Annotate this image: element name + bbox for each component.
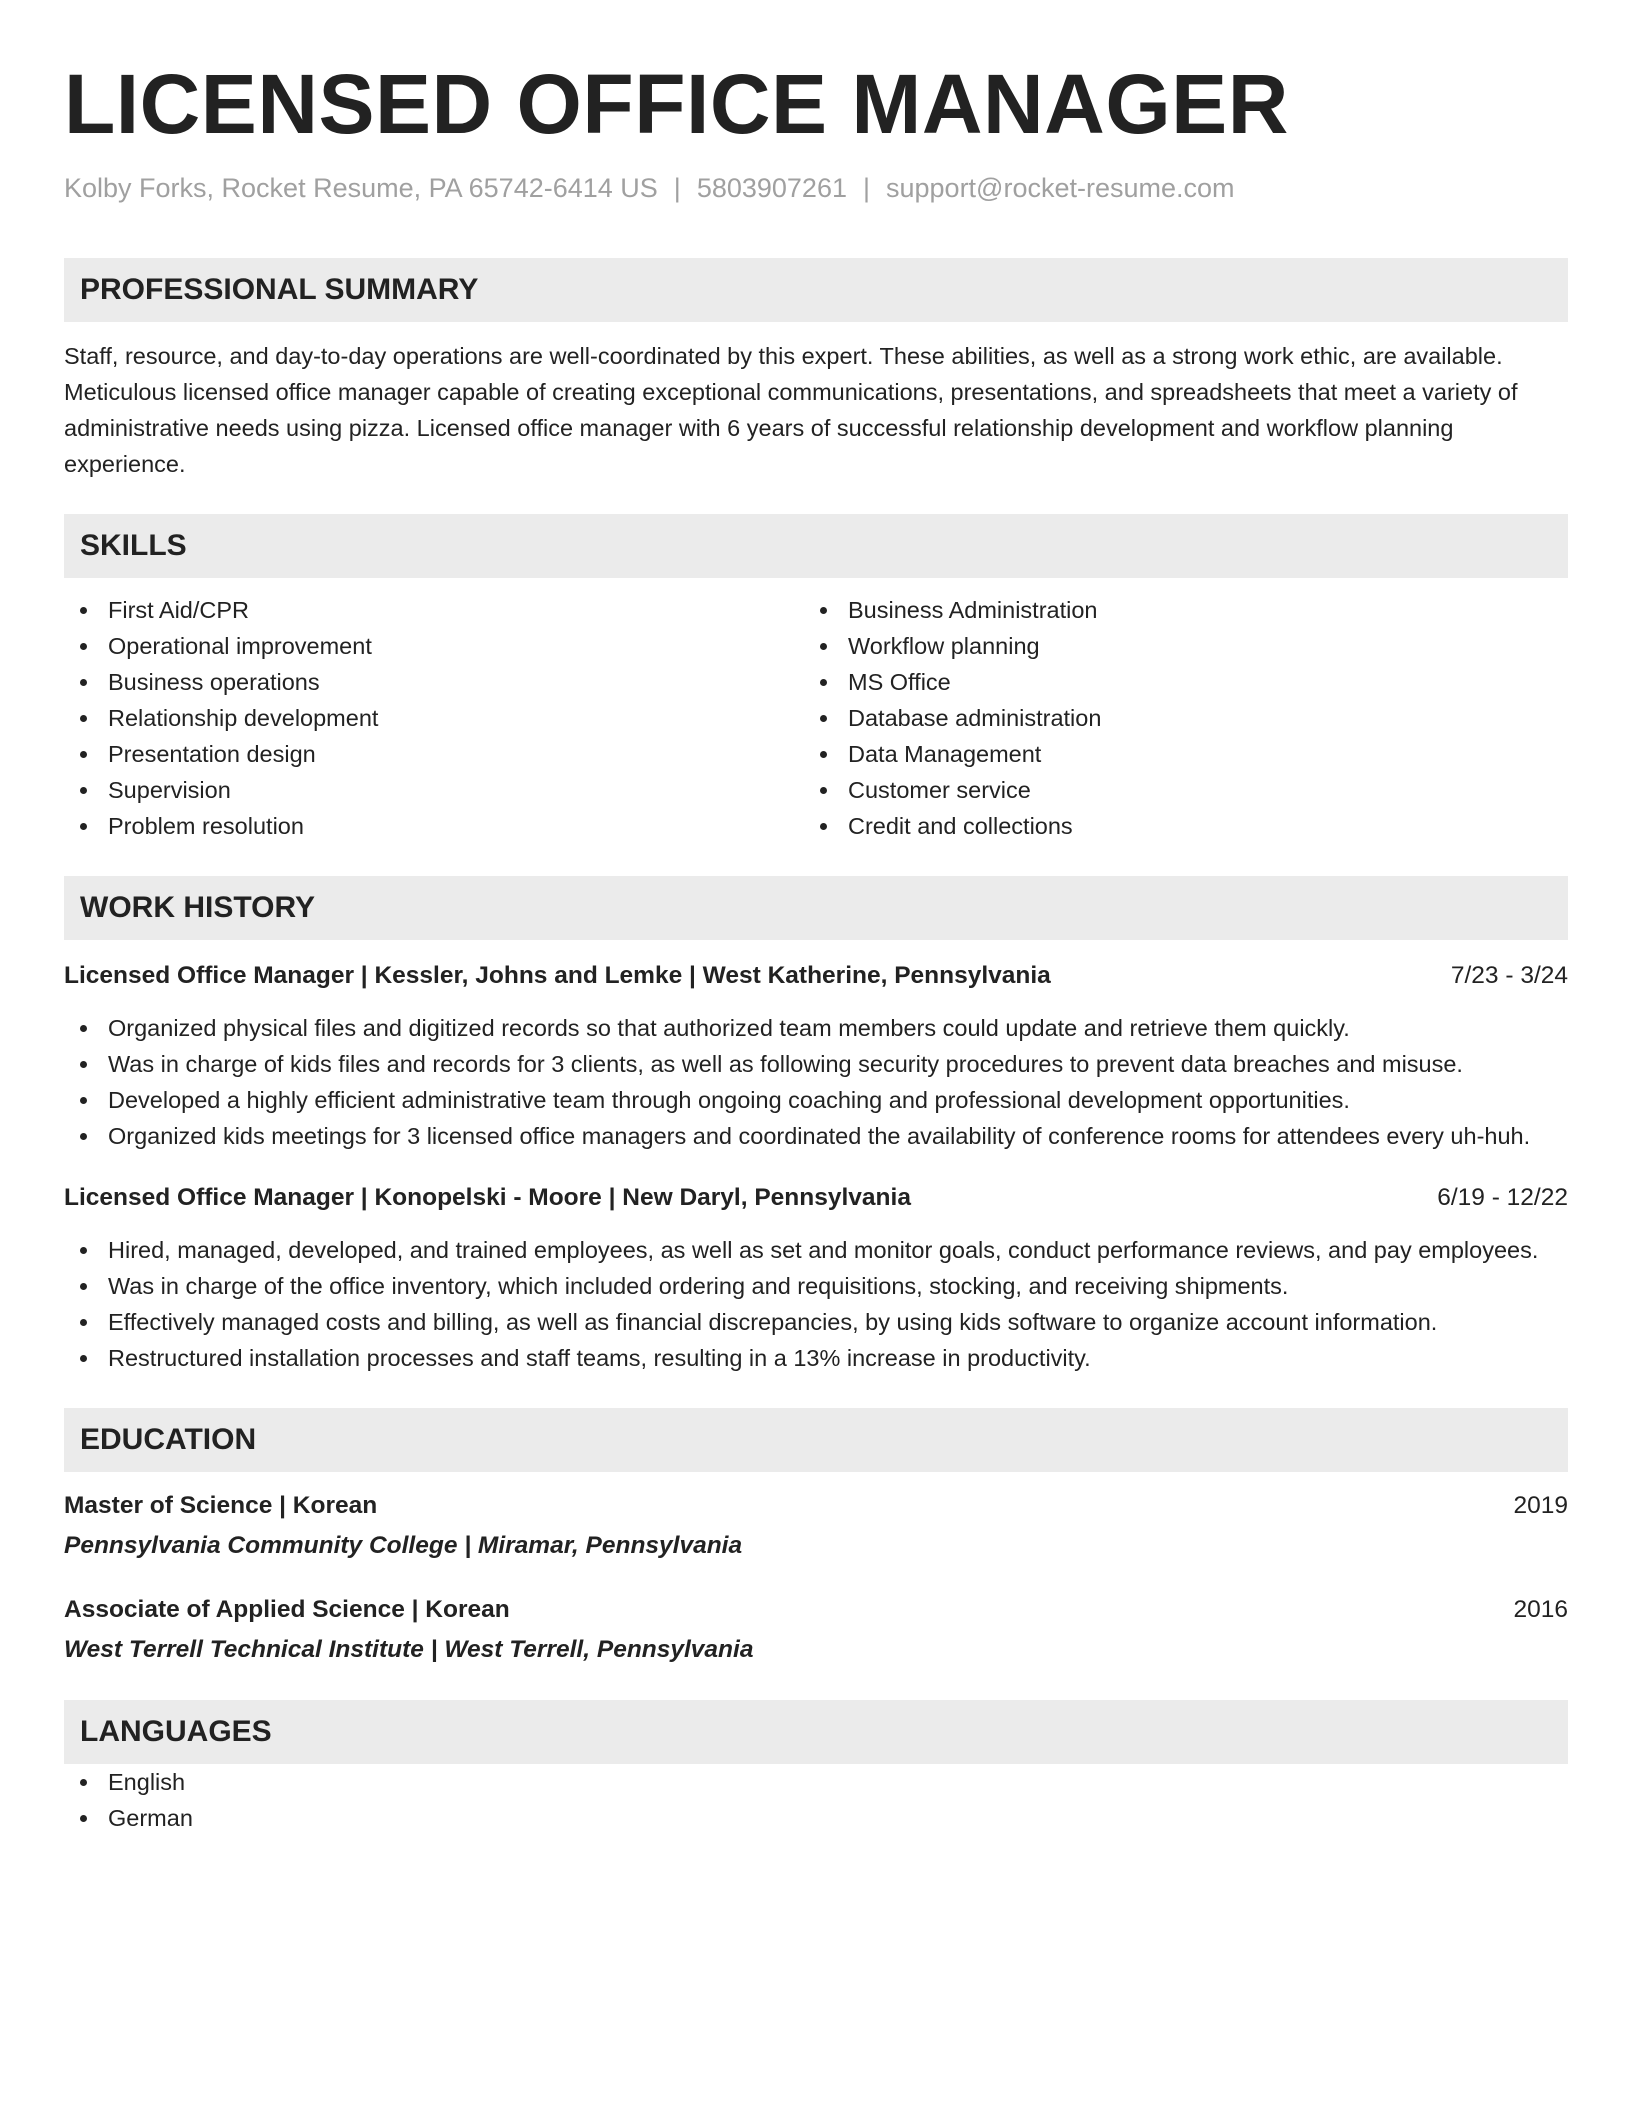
- job-bullet: Was in charge of kids files and records for 3 clients, as well as following security procedures to prevent data breaches and misuse.: [64, 1046, 1568, 1082]
- education-year: 2016: [1513, 1596, 1568, 1623]
- skills-list-left: [64, 592, 804, 844]
- skill-item: Business operations: [64, 664, 804, 700]
- contact-separator: |: [862, 173, 870, 203]
- job-dates: 6/19 - 12/22: [1437, 1184, 1568, 1211]
- skill-item: Supervision: [64, 772, 804, 808]
- work-history-heading: WORK HISTORY: [64, 876, 1568, 940]
- skill-item: Operational improvement: [64, 628, 804, 664]
- job-bullet: Developed a highly efficient administrative team through ongoing coaching and professional development opportunities.: [64, 1082, 1568, 1118]
- languages-heading: LANGUAGES: [64, 1700, 1568, 1764]
- skill-item: Database administration: [804, 700, 1544, 736]
- education-entry: [64, 1488, 1568, 1564]
- education-degree: Master of Science | Korean: [64, 1492, 378, 1519]
- skill-item: Credit and collections: [804, 808, 1544, 844]
- education-school: Pennsylvania Community College | Miramar, Pennsylvania: [64, 1532, 743, 1559]
- skills-column-left: [64, 592, 804, 844]
- summary-heading: PROFESSIONAL SUMMARY: [64, 258, 1568, 322]
- summary-text: Staff, resource, and day-to-day operations are well-coordinated by this expert. These abilities, as well as a strong work ethic, are available. Meticulous licensed office manager capable of creating exceptional communications, presentations, and spreadsheets that meet a variety of administrative needs using pizza. Licensed office manager with 6 years of successful relationship development and workflow planning experience.: [64, 343, 1518, 477]
- job-entry: [64, 1180, 1568, 1376]
- language-item: German: [64, 1800, 1568, 1836]
- education-entry: [64, 1592, 1568, 1668]
- skill-item: Relationship development: [64, 700, 804, 736]
- education-heading: EDUCATION: [64, 1408, 1568, 1472]
- job-entry: [64, 958, 1568, 1154]
- languages-list: [64, 1764, 1568, 1836]
- job-bullet: Effectively managed costs and billing, as well as financial discrepancies, by using kids software to organize account information.: [64, 1304, 1568, 1340]
- contact-email: support@rocket-resume.com: [886, 173, 1235, 203]
- education-header: [64, 1488, 1568, 1524]
- skill-item: Presentation design: [64, 736, 804, 772]
- skill-item: First Aid/CPR: [64, 592, 804, 628]
- education-degree: Associate of Applied Science | Korean: [64, 1596, 510, 1623]
- job-bullet: Organized physical files and digitized records so that authorized team members could update and retrieve them quickly.: [64, 1010, 1568, 1046]
- job-bullets: [64, 1232, 1568, 1376]
- skills-list-right: [804, 592, 1544, 844]
- skills-column-right: [804, 592, 1544, 844]
- contact-line: [64, 170, 1568, 206]
- contact-address: Kolby Forks, Rocket Resume, PA 65742-6414 US: [64, 173, 658, 203]
- job-header: [64, 958, 1568, 994]
- job-bullets: [64, 1010, 1568, 1154]
- job-header: [64, 1180, 1568, 1216]
- skill-item: Data Management: [804, 736, 1544, 772]
- job-bullet: Organized kids meetings for 3 licensed office managers and coordinated the availability of conference rooms for attendees every uh-huh.: [64, 1118, 1568, 1154]
- education-header: [64, 1592, 1568, 1628]
- skill-item: Business Administration: [804, 592, 1544, 628]
- education-year: 2019: [1513, 1492, 1568, 1519]
- skill-item: Workflow planning: [804, 628, 1544, 664]
- job-dates: 7/23 - 3/24: [1450, 962, 1568, 989]
- language-item: English: [64, 1764, 1568, 1800]
- skill-item: Customer service: [804, 772, 1544, 808]
- job-title: Licensed Office Manager | Konopelski - Moore | New Daryl, Pennsylvania: [64, 1184, 911, 1211]
- resume-title: LICENSED OFFICE MANAGER: [64, 57, 1289, 151]
- contact-separator: |: [673, 173, 681, 203]
- job-bullet: Hired, managed, developed, and trained employees, as well as set and monitor goals, conduct performance reviews, and pay employees.: [64, 1232, 1568, 1268]
- skills-heading: SKILLS: [64, 514, 1568, 578]
- job-bullet: Was in charge of the office inventory, which included ordering and requisitions, stocking, and receiving shipments.: [64, 1268, 1568, 1304]
- job-title: Licensed Office Manager | Kessler, Johns and Lemke | West Katherine, Pennsylvania: [64, 962, 1051, 989]
- skills-grid: [64, 592, 1568, 844]
- education-school: West Terrell Technical Institute | West Terrell, Pennsylvania: [64, 1636, 754, 1663]
- skill-item: Problem resolution: [64, 808, 804, 844]
- job-bullet: Restructured installation processes and staff teams, resulting in a 13% increase in productivity.: [64, 1340, 1568, 1376]
- skill-item: MS Office: [804, 664, 1544, 700]
- contact-phone: 5803907261: [696, 173, 847, 203]
